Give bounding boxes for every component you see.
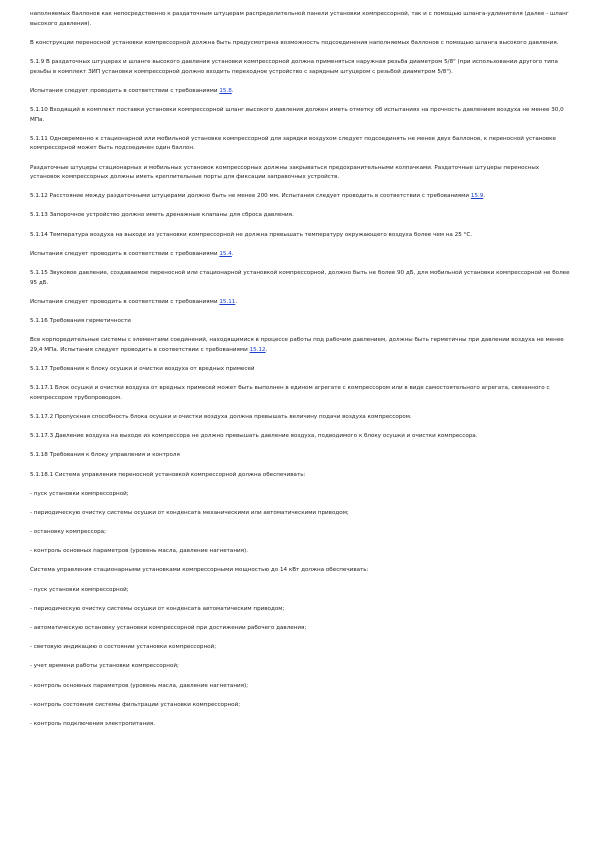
paragraph: 5.1.17.2 Пропускная способность блока осушки и очистки воздуха должна превышать величину подачи воздуха компрессором.	[30, 413, 412, 420]
paragraph-tail: .	[265, 346, 268, 353]
paragraph: 5.1.11 Одновременно к стационарной или мобильной установке компрессорной для зарядки воздухом следует подсоединять не менее двух баллонов, к переносной установке компрессорной может быть подсоединен один баллон.	[30, 135, 556, 152]
paragraph	[30, 250, 570, 260]
list-item: - контроль основных параметров (уровень масла, давление нагнетания).	[30, 548, 248, 555]
paragraph: 5.1.17.1 Блок осушки и очистки воздуха от вредных примесей может быть выполнен в едином агрегате с компрессором или в виде самостоятельного агрегата, связанного с компрессором трубопроводом.	[30, 385, 550, 401]
paragraph-text: 5.1.12 Расстояние между раздаточными штуцерами должно быть не менее 200 мм. Испытания следует проводить в соответствии с требованиями	[30, 193, 471, 200]
paragraph	[30, 336, 570, 355]
paragraph-tail: .	[231, 250, 234, 257]
reference-link[interactable]: 15.4	[219, 250, 232, 257]
reference-link[interactable]: 15.12	[249, 346, 266, 353]
list-item: - периодическую очистку системы осушки от конденсата механическими или автоматическими приводом;	[30, 509, 349, 516]
document-page	[30, 10, 570, 730]
reference-link[interactable]: 15.9	[470, 193, 484, 200]
section-heading: 5.1.16 Требования герметичности	[30, 318, 131, 324]
list-item: - автоматическую остановку установки компрессорной при достижении рабочего давления;	[30, 625, 307, 631]
paragraph: Система управления стационарными установками компрессорными мощностью до 14 кВт должна обеспечивать:	[30, 567, 369, 574]
paragraph: В конструкции переносной установки компрессорной должна быть предусмотрена возможность подсоединения наполняемых баллонов с помощью шланга высокого давления.	[30, 39, 559, 46]
paragraph-tail: .	[483, 193, 486, 200]
paragraph	[30, 192, 570, 202]
paragraph-tail: .	[235, 298, 238, 305]
paragraph-text: Все корпоредительные системы с элементами соединений, находящимися в процессе работы под рабочим давлением, должны быть герметичны при давлении воздуха не менее 29,4 МПа. Испытания следует проводить в соответствии с требованиями	[30, 337, 564, 353]
list-item: - контроль основных параметров (уровень масла, давление нагнетания);	[30, 682, 249, 689]
paragraph	[30, 298, 570, 308]
list-item: - периодическую очистку системы осушки от конденсата автоматическим приводом;	[30, 605, 285, 612]
section-heading: 5.1.18 Требования к блоку управления и контроля	[30, 452, 180, 459]
list-item: - пуск установки компрессорной;	[30, 586, 129, 593]
reference-link[interactable]: 15.8	[219, 87, 232, 94]
paragraph: 5.1.13 Запорочное устройство должно иметь дренажные клапаны для сброса давления.	[30, 212, 294, 219]
paragraph: наполняемых баллонов как непосредственно к раздаточным штуцерам распределительной панели установки компрессорной, так и с помощью шланга-удлинителя (далее - шланг высокого давления).	[30, 11, 569, 27]
paragraph: 5.1.15 Звуковое давление, создаваемое переносной или стационарной установкой компрессорной, должно быть не более 90 дБ, для мобильной установки компрессорной не более 95 дБ.	[30, 270, 570, 286]
paragraph: 5.1.10 Входящий в комплект поставки установки компрессорной шланг высокого давления должен иметь отметку об испытаниях на прочность давлением воздуха не менее 30,0 МПа.	[30, 106, 564, 123]
paragraph: 5.1.9 В раздаточных штуцерах и шланге высокого давления установки компрессорной должна применяться наружная резьба диаметром 5/8" (при использовании другого типа резьбы в комплект ЗИП установки компрессорной должно входить переходное устройство с зарядным штуцером с резьбой диаметром 5/8").	[30, 58, 558, 75]
paragraph-text: Испытания следует проводить в соответствии с требованиями	[30, 250, 220, 257]
paragraph-text: Испытания следует проводить в соответствии с требованиями	[30, 298, 220, 305]
list-item: - остановку компрессора;	[30, 529, 106, 536]
list-item: - контроль состояния системы фильтрации установки компрессорной;	[30, 701, 241, 708]
list-item: - учет времени работы установки компрессорной;	[30, 663, 179, 670]
paragraph: 5.1.17.3 Давление воздуха на выходе из компрессора не должно превышать давление воздуха, подводимого к блоку осушки и очистки компрессора.	[30, 433, 478, 440]
reference-link[interactable]: 15.11	[219, 298, 236, 305]
paragraph: Раздаточные штуцеры стационарных и мобильных установок компрессорных должны закрываться предохранительными колпачками. Раздаточные штуцеры переносных установок компрессорных должны иметь креплительные порты для фиксации заправочных устройств.	[30, 164, 540, 181]
paragraph-tail: .	[231, 87, 234, 94]
section-heading: 5.1.17 Требования к блоку осушки и очистки воздуха от вредных примесей	[30, 365, 255, 372]
list-item: - световую индикацию о состоянии установки компрессорной;	[30, 644, 217, 651]
paragraph	[30, 87, 570, 97]
paragraph: 5.1.14 Температура воздуха на выходе из установки компрессорной не должна превышать температуру окружающего воздуха более чем на 25 °С.	[30, 231, 473, 238]
paragraph-text: Испытания следует проводить в соответствии с требованиями	[30, 87, 220, 94]
paragraph: 5.1.18.1 Система управления переносной установкой компрессорной должна обеспечивать:	[30, 471, 306, 478]
list-item: - контроль подключения электропитания.	[30, 720, 156, 727]
list-item: - пуск установки компрессорной;	[30, 490, 129, 497]
